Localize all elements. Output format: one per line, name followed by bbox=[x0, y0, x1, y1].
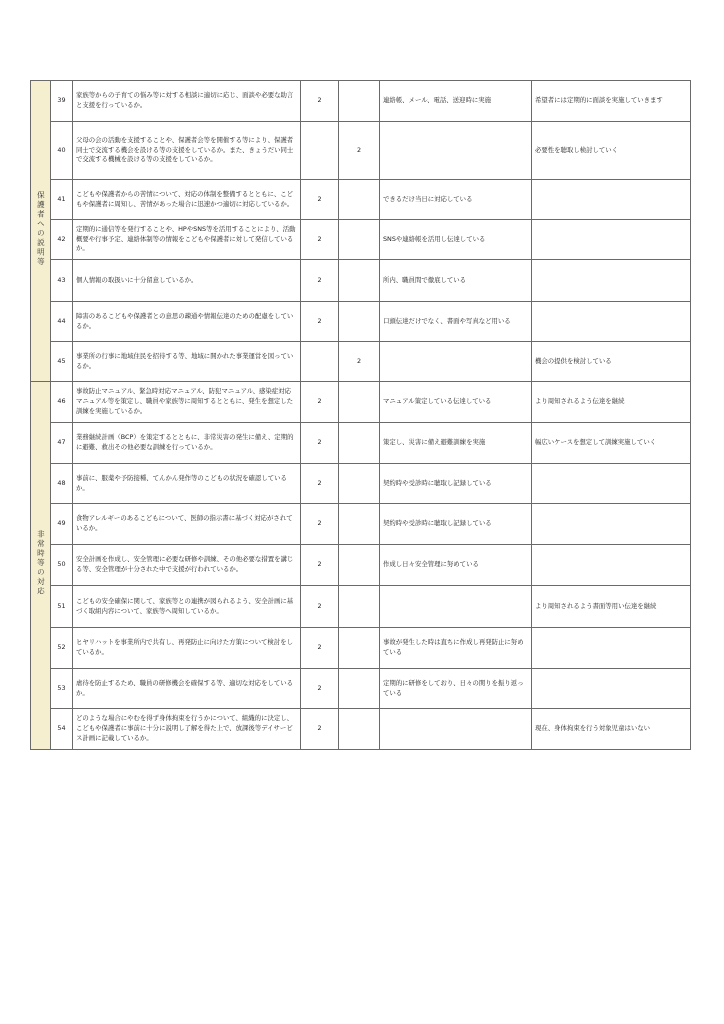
improvement-plan: 必要性を聴取し検討していく bbox=[532, 122, 691, 180]
improvement-plan bbox=[532, 464, 691, 504]
item-number: 43 bbox=[51, 260, 73, 302]
improvement-plan: 希望者には定期的に面談を実施していきます bbox=[532, 81, 691, 122]
score-cell-b bbox=[339, 382, 380, 423]
improvement-plan: 幅広いケースを想定して訓練実施していく bbox=[532, 423, 691, 464]
current-action: 事故が発生した時は直ちに作成し再発防止に努めている bbox=[380, 628, 532, 669]
score-cell-a: 2 bbox=[301, 709, 339, 750]
question-text: 業務継続計画（BCP）を策定するとともに、非常災害の発生に備え、定期的に避難、救出その他必要な訓練を行っているか。 bbox=[73, 423, 301, 464]
evaluation-table bbox=[30, 80, 691, 750]
table-row bbox=[31, 628, 691, 669]
table-row bbox=[31, 302, 691, 342]
score-cell-b bbox=[339, 260, 380, 302]
table-row bbox=[31, 382, 691, 423]
question-text: こどもや保護者からの苦情について、対応の体制を整備するとともに、こどもや保護者に周知し、苦情があった場合に迅速かつ適切に対応しているか。 bbox=[73, 180, 301, 220]
table-row bbox=[31, 669, 691, 709]
score-cell-b bbox=[339, 464, 380, 504]
score-cell-a: 2 bbox=[301, 545, 339, 586]
score-cell-b bbox=[339, 709, 380, 750]
score-cell-b: 2 bbox=[339, 342, 380, 382]
table-row bbox=[31, 220, 691, 260]
improvement-plan bbox=[532, 628, 691, 669]
current-action: 契約時や受診時に聴取し記録している bbox=[380, 464, 532, 504]
score-cell-a bbox=[301, 342, 339, 382]
category-label: 非常時等の対応 bbox=[36, 530, 46, 597]
item-number: 41 bbox=[51, 180, 73, 220]
current-action: 作成し日々安全管理に努めている bbox=[380, 545, 532, 586]
item-number: 40 bbox=[51, 122, 73, 180]
improvement-plan: 機会の提供を検討している bbox=[532, 342, 691, 382]
score-cell-a: 2 bbox=[301, 423, 339, 464]
current-action: できるだけ当日に対応している bbox=[380, 180, 532, 220]
table-row bbox=[31, 504, 691, 545]
improvement-plan: より周知されるよう伝達を継続 bbox=[532, 382, 691, 423]
current-action bbox=[380, 122, 532, 180]
item-number: 54 bbox=[51, 709, 73, 750]
table-row bbox=[31, 180, 691, 220]
improvement-plan: より周知されるよう書面等用い伝達を継続 bbox=[532, 586, 691, 628]
item-number: 39 bbox=[51, 81, 73, 122]
score-cell-b bbox=[339, 545, 380, 586]
score-cell-b bbox=[339, 302, 380, 342]
question-text: 家族等からの子育ての悩み等に対する相談に適切に応じ、面談や必要な助言と支援を行っているか。 bbox=[73, 81, 301, 122]
table-row bbox=[31, 709, 691, 750]
score-cell-b bbox=[339, 628, 380, 669]
question-text: 虐待を防止するため、職員の研修機会を確保する等、適切な対応をしているか。 bbox=[73, 669, 301, 709]
item-number: 46 bbox=[51, 382, 73, 423]
score-cell-a bbox=[301, 122, 339, 180]
current-action: 策定し、災害に備え避難訓練を実施 bbox=[380, 423, 532, 464]
current-action: 定期的に研修をしており、日々の関りを振り返っている bbox=[380, 669, 532, 709]
improvement-plan bbox=[532, 220, 691, 260]
table-row bbox=[31, 464, 691, 504]
score-cell-b bbox=[339, 180, 380, 220]
table-row bbox=[31, 260, 691, 302]
score-cell-b bbox=[339, 220, 380, 260]
question-text: 事故防止マニュアル、緊急時対応マニュアル、防犯マニュアル、感染症対応マニュアル等を策定し、職員や家族等に周知するとともに、発生を想定した訓練を実施しているか。 bbox=[73, 382, 301, 423]
item-number: 47 bbox=[51, 423, 73, 464]
score-cell-b bbox=[339, 586, 380, 628]
table-row bbox=[31, 545, 691, 586]
category-label: 保護者への説明等 bbox=[36, 191, 46, 268]
category-cell bbox=[31, 81, 51, 382]
score-cell-a: 2 bbox=[301, 504, 339, 545]
table-row bbox=[31, 122, 691, 180]
score-cell-b bbox=[339, 423, 380, 464]
score-cell-a: 2 bbox=[301, 586, 339, 628]
score-cell-b bbox=[339, 669, 380, 709]
item-number: 48 bbox=[51, 464, 73, 504]
item-number: 52 bbox=[51, 628, 73, 669]
current-action: 契約時や受診時に聴取し記録している bbox=[380, 504, 532, 545]
category-cell bbox=[31, 382, 51, 750]
score-cell-a: 2 bbox=[301, 81, 339, 122]
question-text: 父母の会の活動を支援することや、保護者会等を開催する等により、保護者同士で交流する機会を設ける等の支援をしているか。また、きょうだい同士で交流する機械を設ける等の支援をしているか。 bbox=[73, 122, 301, 180]
improvement-plan bbox=[532, 504, 691, 545]
improvement-plan bbox=[532, 669, 691, 709]
score-cell-a: 2 bbox=[301, 302, 339, 342]
current-action bbox=[380, 709, 532, 750]
question-text: どのような場合にやむを得ず身体拘束を行うかについて、組織的に決定し、こどもや保護者に事前に十分に説明し了解を得た上で、放課後等デイサービス計画に記載しているか。 bbox=[73, 709, 301, 750]
item-number: 50 bbox=[51, 545, 73, 586]
score-cell-b: 2 bbox=[339, 122, 380, 180]
current-action: 口頭伝達だけでなく、書面や写真など用いる bbox=[380, 302, 532, 342]
current-action: 連絡帳、メール、電話、送迎時に実施 bbox=[380, 81, 532, 122]
improvement-plan: 現在、身体拘束を行う対象児童はいない bbox=[532, 709, 691, 750]
current-action bbox=[380, 586, 532, 628]
score-cell-a: 2 bbox=[301, 260, 339, 302]
score-cell-a: 2 bbox=[301, 464, 339, 504]
table-row bbox=[31, 81, 691, 122]
item-number: 44 bbox=[51, 302, 73, 342]
question-text: こどもの安全確保に関して、家族等との連携が図られるよう、安全計画に基づく取組内容について、家族等へ周知しているか。 bbox=[73, 586, 301, 628]
current-action bbox=[380, 342, 532, 382]
item-number: 53 bbox=[51, 669, 73, 709]
current-action: 所内、職員間で徹底している bbox=[380, 260, 532, 302]
current-action: マニュアル策定している伝達している bbox=[380, 382, 532, 423]
score-cell-a: 2 bbox=[301, 628, 339, 669]
table-row bbox=[31, 423, 691, 464]
score-cell-a: 2 bbox=[301, 220, 339, 260]
question-text: 個人情報の取扱いに十分留意しているか。 bbox=[73, 260, 301, 302]
question-text: ヒヤリハットを事業所内で共有し、再発防止に向けた方策について検討をしているか。 bbox=[73, 628, 301, 669]
score-cell-a: 2 bbox=[301, 180, 339, 220]
improvement-plan bbox=[532, 302, 691, 342]
question-text: 事業所の行事に地域住民を招待する等、地域に開かれた事業運営を図っているか。 bbox=[73, 342, 301, 382]
score-cell-b bbox=[339, 504, 380, 545]
item-number: 51 bbox=[51, 586, 73, 628]
item-number: 49 bbox=[51, 504, 73, 545]
score-cell-b bbox=[339, 81, 380, 122]
improvement-plan bbox=[532, 260, 691, 302]
question-text: 定期的に通信等を発行することや、HPやSNS等を活用することにより、活動概要や行事予定、連絡体制等の情報をこどもや保護者に対して発信しているか。 bbox=[73, 220, 301, 260]
item-number: 42 bbox=[51, 220, 73, 260]
question-text: 障害のあるこどもや保護者との意思の疎通や情報伝達のための配慮をしているか。 bbox=[73, 302, 301, 342]
improvement-plan bbox=[532, 545, 691, 586]
improvement-plan bbox=[532, 180, 691, 220]
current-action: SNSや連絡帳を活用し伝達している bbox=[380, 220, 532, 260]
table-row bbox=[31, 586, 691, 628]
question-text: 安全計画を作成し、安全管理に必要な研修や訓練、その他必要な措置を講じる等、安全管理が十分された中で支援が行われているか。 bbox=[73, 545, 301, 586]
table-row bbox=[31, 342, 691, 382]
item-number: 45 bbox=[51, 342, 73, 382]
question-text: 事前に、服薬や予防接種、てんかん発作等のこどもの状況を確認しているか。 bbox=[73, 464, 301, 504]
score-cell-a: 2 bbox=[301, 382, 339, 423]
question-text: 食物アレルギーのあるこどもについて、医師の指示書に基づく対応がされているか。 bbox=[73, 504, 301, 545]
score-cell-a: 2 bbox=[301, 669, 339, 709]
